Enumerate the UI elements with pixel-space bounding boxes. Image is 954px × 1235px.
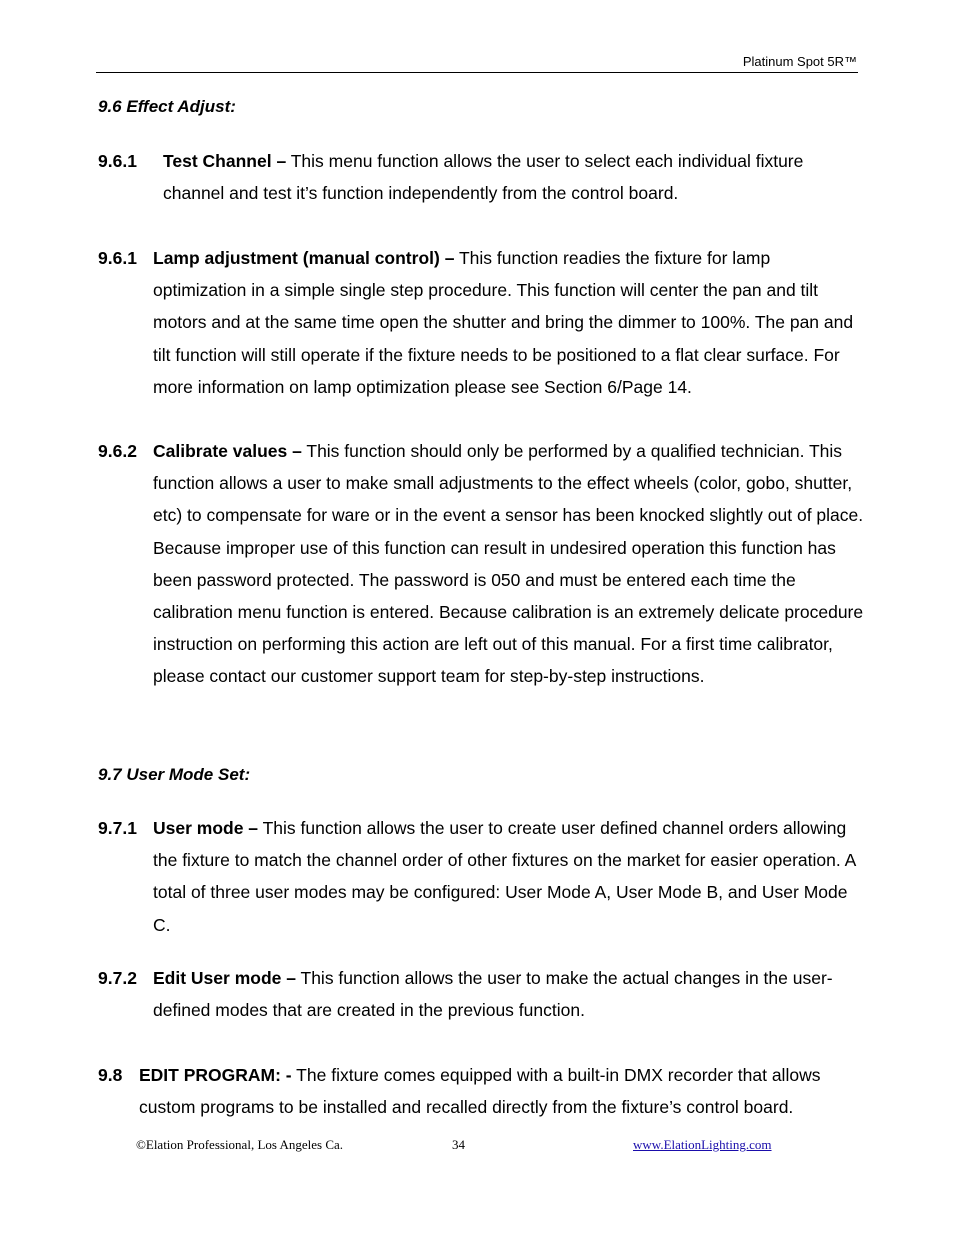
item-text: This function allows the user to create user defined channel orders allowing the fixture to match the channel order of other fixtures on the market for easier operation. A total of three user modes may be configured: User Mode A, User Mode B, and User Mode C. <box>153 818 856 935</box>
header-rule <box>96 72 858 73</box>
item-label: Edit User mode – <box>153 968 296 988</box>
item-number: 9.6.1 <box>98 151 137 171</box>
footer-copyright: ©Elation Professional, Los Angeles Ca. <box>136 1137 344 1152</box>
footer-url-link[interactable]: www.ElationLighting.com <box>633 1137 772 1152</box>
section-heading-9-7: 9.7 User Mode Set: <box>98 765 251 784</box>
item-number: 9.7.1 <box>98 818 137 838</box>
item-text: The fixture comes equipped with a built-in DMX recorder that allows custom programs to be installed and recalled directly from the fixture’s control board. <box>139 1065 821 1118</box>
item-lamp-adjustment <box>98 242 868 403</box>
item-label: User mode – <box>153 818 259 838</box>
item-user-mode <box>98 812 868 941</box>
item-edit-program <box>98 1059 868 1123</box>
item-text: This function readies the fixture for lamp optimization in a simple single step procedure. This function will center the pan and tilt motors and at the same time open the shutter and bring the dimmer to 100%. The pan and tilt function will still operate if the fixture needs to be positioned to a flat clear surface. For more information on lamp optimization please see Section 6/Page 14. <box>153 248 854 397</box>
item-text: This function should only be performed by a qualified technician. This function allows a user to make small adjustments to the effect wheels (color, gobo, shutter, etc) to compensate for ware or in the event a sensor has been knocked slightly out of place. Because improper use of this function can result in undesired operation this function has been password protected. The password is 050 and must be entered each time the calibration menu function is entered. Because calibration is an extremely delicate procedure instruction on performing this action are left out of this manual. For a first time calibrator, please contact our customer support team for step-by-step instructions. <box>153 441 864 687</box>
page-header-title: Platinum Spot 5R™ <box>742 54 857 69</box>
item-test-channel <box>98 145 868 209</box>
item-calibrate-values <box>98 435 868 693</box>
footer-page-number: 34 <box>452 1137 465 1152</box>
item-number: 9.6.1 <box>98 248 137 268</box>
item-number: 9.7.2 <box>98 968 137 988</box>
item-label: Calibrate values – <box>153 441 302 461</box>
item-number: 9.6.2 <box>98 441 137 461</box>
item-text: This menu function allows the user to select each individual fixture channel and test it’s function independently from the control board. <box>163 151 804 204</box>
item-label: Lamp adjustment (manual control) – <box>153 248 455 268</box>
item-label: EDIT PROGRAM: - <box>139 1065 292 1085</box>
item-number: 9.8 <box>98 1065 123 1085</box>
item-text: This function allows the user to make the actual changes in the user-defined modes that are created in the previous function. <box>153 968 833 1021</box>
item-edit-user-mode <box>98 962 868 1026</box>
section-heading-9-6: 9.6 Effect Adjust: <box>98 97 236 116</box>
item-label: Test Channel – <box>163 151 287 171</box>
